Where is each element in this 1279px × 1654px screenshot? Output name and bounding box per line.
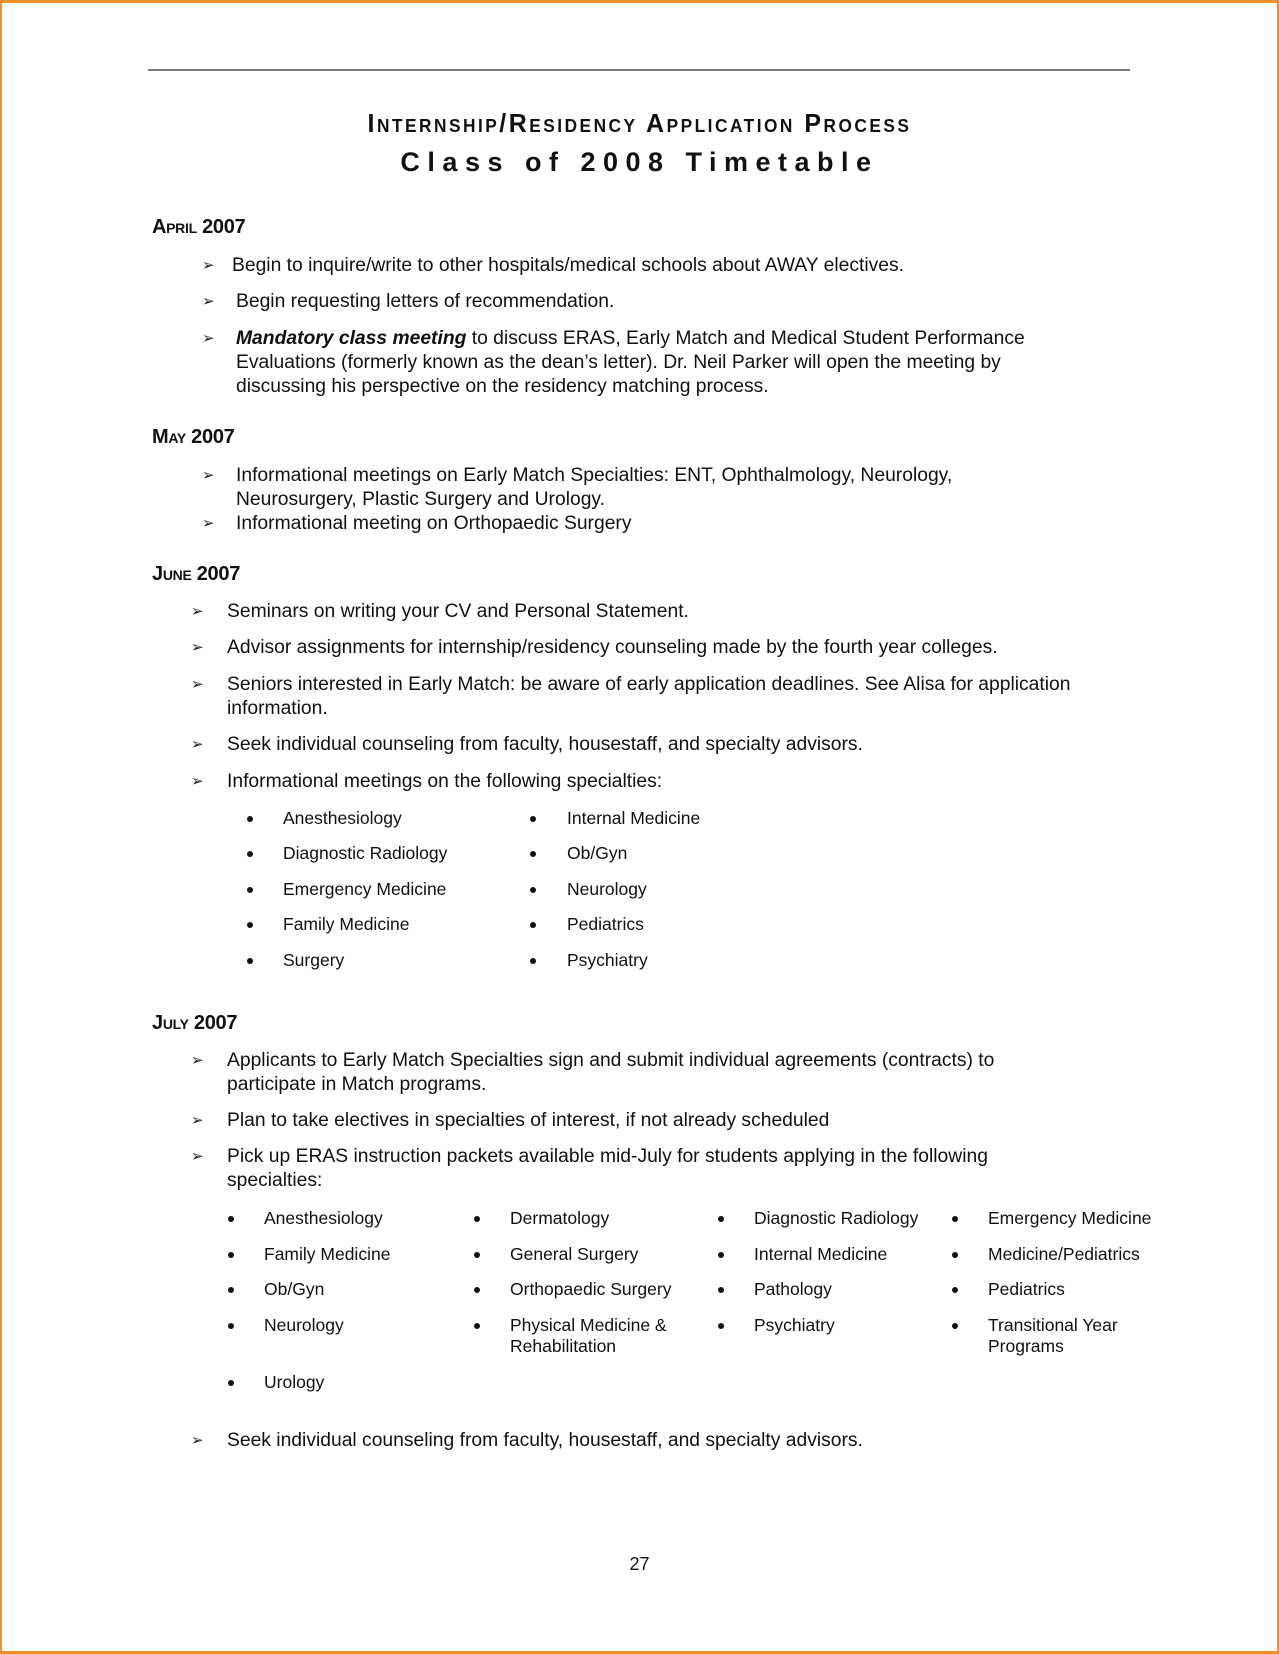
bullet-dot-icon xyxy=(952,1252,958,1258)
bullet-dot-icon xyxy=(247,958,253,964)
bullet-dot-icon xyxy=(530,958,536,964)
bullet-dot-icon xyxy=(474,1252,480,1258)
bullet-dot-icon xyxy=(530,851,536,857)
section-heading-april: April 2007 xyxy=(152,216,246,238)
bullet-dot-icon xyxy=(228,1287,234,1293)
specialty-item: Pediatrics xyxy=(567,914,644,934)
specialty-item: Pediatrics xyxy=(988,1279,1065,1299)
bullet-dot-icon xyxy=(228,1323,234,1329)
section-heading-may: May 2007 xyxy=(152,426,235,448)
arrow-bullet-icon: ➢ xyxy=(202,467,215,484)
item-text: Informational meeting on Orthopaedic Surgery xyxy=(236,513,632,534)
item-text: Seek individual counseling from faculty, housestaff, and specialty advisors. xyxy=(227,734,863,755)
bullet-dot-icon xyxy=(530,887,536,893)
document-subtitle: Class of 2008 Timetable xyxy=(400,147,879,177)
specialty-item: Psychiatry xyxy=(567,950,648,970)
item-text-line2: Evaluations (formerly known as the dean’s letter). Dr. Neil Parker will open the meeting by xyxy=(236,352,1001,373)
specialty-item: Family Medicine xyxy=(283,914,410,934)
specialty-item-line1: Physical Medicine & xyxy=(510,1315,667,1335)
item-text-line2: information. xyxy=(227,698,328,719)
item-text-line1: Informational meetings on Early Match Specialties: ENT, Ophthalmology, Neurology, xyxy=(236,465,953,486)
arrow-bullet-icon: ➢ xyxy=(191,1112,204,1129)
item-text: Informational meetings on the following specialties: xyxy=(227,771,663,792)
specialty-item: Medicine/Pediatrics xyxy=(988,1244,1140,1264)
arrow-bullet-icon: ➢ xyxy=(191,1432,204,1449)
item-text: Seminars on writing your CV and Personal Statement. xyxy=(227,601,689,622)
arrow-bullet-icon: ➢ xyxy=(191,773,204,790)
specialty-item: Internal Medicine xyxy=(754,1244,888,1264)
specialty-item: Orthopaedic Surgery xyxy=(510,1279,672,1299)
bullet-dot-icon xyxy=(228,1380,234,1386)
specialty-item: Diagnostic Radiology xyxy=(754,1208,919,1228)
bullet-dot-icon xyxy=(530,816,536,822)
arrow-bullet-icon: ➢ xyxy=(202,293,215,310)
section-heading-june: June 2007 xyxy=(152,563,241,585)
specialty-item: Anesthesiology xyxy=(283,808,402,828)
bullet-dot-icon xyxy=(718,1252,724,1258)
specialty-item: Diagnostic Radiology xyxy=(283,843,448,863)
specialty-item: Urology xyxy=(264,1372,325,1392)
bullet-dot-icon xyxy=(530,922,536,928)
mandatory-emphasis: Mandatory class meeting xyxy=(236,328,467,349)
bullet-dot-icon xyxy=(718,1323,724,1329)
specialty-item-line1: Transitional Year xyxy=(988,1315,1118,1335)
arrow-bullet-icon: ➢ xyxy=(202,330,215,347)
item-text-line1: Pick up ERAS instruction packets available mid-July for students applying in the following xyxy=(227,1146,988,1167)
bullet-dot-icon xyxy=(247,922,253,928)
item-text: Seek individual counseling from faculty, housestaff, and specialty advisors. xyxy=(227,1430,863,1451)
arrow-bullet-icon: ➢ xyxy=(191,1052,204,1069)
bullet-dot-icon xyxy=(952,1287,958,1293)
bullet-dot-icon xyxy=(952,1323,958,1329)
specialty-item: Internal Medicine xyxy=(567,808,701,828)
section-heading-july: July 2007 xyxy=(152,1012,238,1034)
specialty-item: Dermatology xyxy=(510,1208,610,1228)
document-title: Internship/Residency Application Process xyxy=(367,108,912,138)
specialty-item: Pathology xyxy=(754,1279,832,1299)
arrow-bullet-icon: ➢ xyxy=(191,603,204,620)
item-text: Begin requesting letters of recommendation. xyxy=(236,291,615,312)
item-text-line1: Applicants to Early Match Specialties sign and submit individual agreements (contracts) to xyxy=(227,1050,995,1071)
item-text-line3: discussing his perspective on the residency matching process. xyxy=(236,376,769,397)
arrow-bullet-icon: ➢ xyxy=(191,639,204,656)
arrow-bullet-icon: ➢ xyxy=(191,676,204,693)
specialty-item: Ob/Gyn xyxy=(567,843,628,863)
item-text-line2: specialties: xyxy=(227,1170,323,1191)
specialty-item: Psychiatry xyxy=(754,1315,835,1335)
arrow-bullet-icon: ➢ xyxy=(191,1148,204,1165)
header-rule xyxy=(148,69,1130,71)
item-text: Begin to inquire/write to other hospitals/medical schools about AWAY electives. xyxy=(232,255,904,276)
specialty-item: Emergency Medicine xyxy=(283,879,447,899)
bullet-dot-icon xyxy=(247,887,253,893)
arrow-bullet-icon: ➢ xyxy=(202,515,215,532)
item-text-line1: to discuss ERAS, Early Match and Medical Student Performance xyxy=(466,328,1025,349)
arrow-bullet-icon: ➢ xyxy=(202,257,215,274)
bullet-dot-icon xyxy=(718,1287,724,1293)
bullet-dot-icon xyxy=(474,1323,480,1329)
specialty-item-line2: Rehabilitation xyxy=(510,1336,617,1356)
specialty-item: Neurology xyxy=(567,879,647,899)
bullet-dot-icon xyxy=(718,1216,724,1222)
specialty-item-line2: Programs xyxy=(988,1336,1064,1356)
specialty-item: Ob/Gyn xyxy=(264,1279,325,1299)
bullet-dot-icon xyxy=(474,1287,480,1293)
specialty-item: General Surgery xyxy=(510,1244,639,1264)
bullet-dot-icon xyxy=(228,1252,234,1258)
item-text: Advisor assignments for internship/residency counseling made by the fourth year colleges. xyxy=(227,637,998,658)
bullet-dot-icon xyxy=(247,816,253,822)
specialty-item: Anesthesiology xyxy=(264,1208,383,1228)
specialty-item: Surgery xyxy=(283,950,345,970)
item-text-line1: Seniors interested in Early Match: be aware of early application deadlines. See Alisa for application xyxy=(227,674,1071,695)
item-text-line2: participate in Match programs. xyxy=(227,1074,487,1095)
page-number: 27 xyxy=(629,1554,650,1574)
specialty-item: Emergency Medicine xyxy=(988,1208,1152,1228)
arrow-bullet-icon: ➢ xyxy=(191,736,204,753)
bullet-dot-icon xyxy=(952,1216,958,1222)
bullet-dot-icon xyxy=(228,1216,234,1222)
specialty-item: Neurology xyxy=(264,1315,344,1335)
specialty-item: Family Medicine xyxy=(264,1244,391,1264)
item-text: Plan to take electives in specialties of interest, if not already scheduled xyxy=(227,1110,830,1131)
bullet-dot-icon xyxy=(474,1216,480,1222)
item-text xyxy=(236,327,1025,351)
item-text-line2: Neurosurgery, Plastic Surgery and Urology. xyxy=(236,489,605,510)
bullet-dot-icon xyxy=(247,851,253,857)
